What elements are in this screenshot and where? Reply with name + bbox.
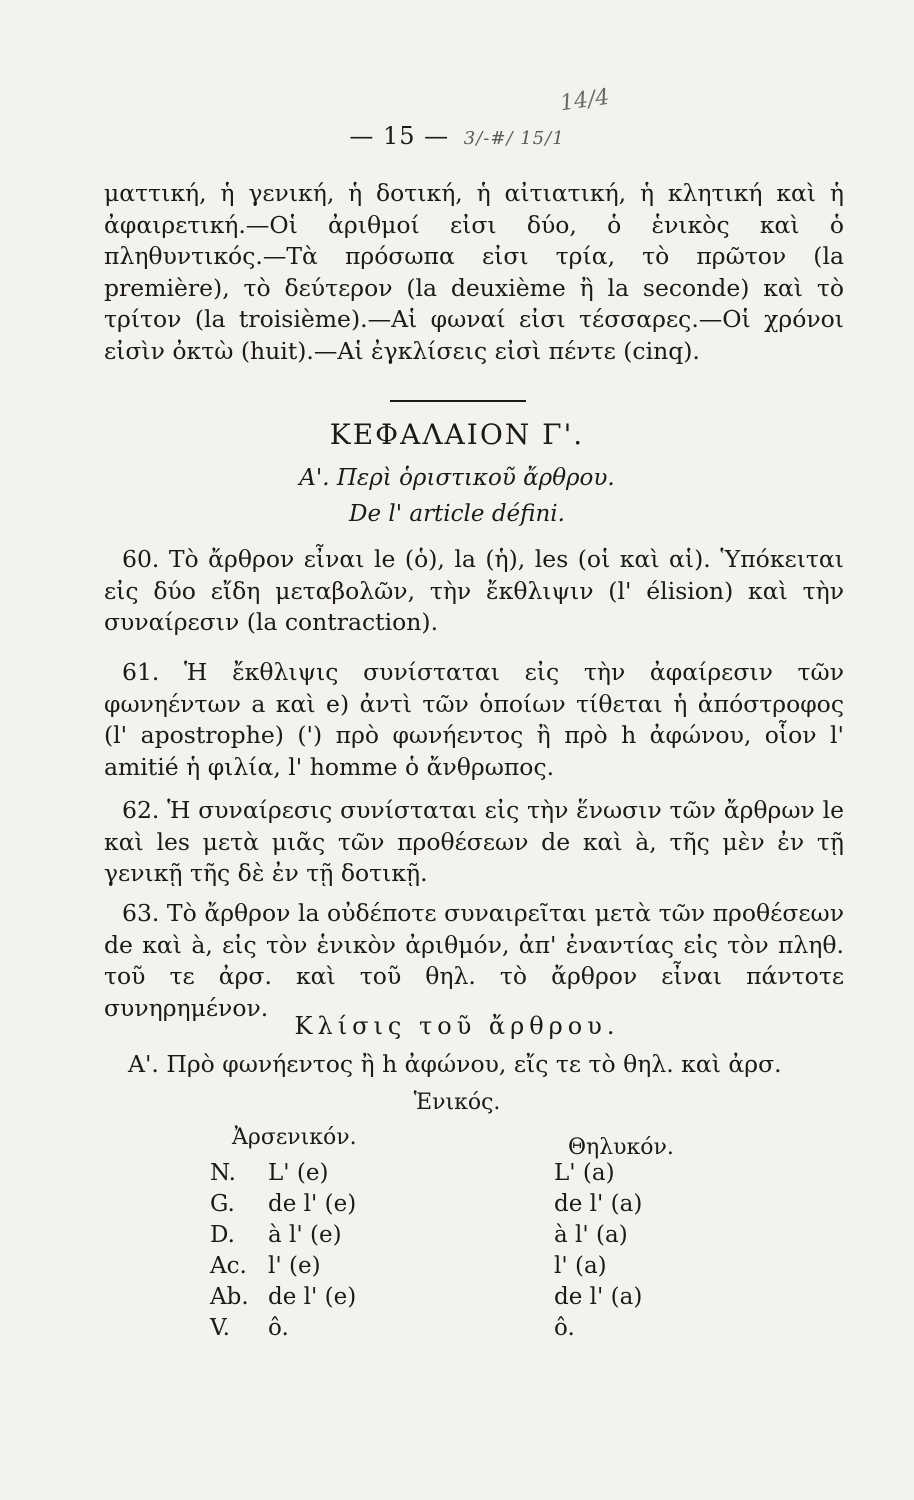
handwritten-note: 14/4 [558,84,611,117]
section-subtitle-french: De l' article défini. [349,501,565,527]
section-subtitle-greek: Α'. Περὶ ὁριστικοῦ ἄρθρου. [299,465,615,491]
handwritten-annotation: 3/-#/ 15/1 [463,128,565,149]
paragraph-61 [104,657,844,783]
feminine-header: Θηλυκόν. [568,1135,674,1160]
masculine-form: à l' (e) [268,1222,342,1248]
chapter-title: ΚΕΦΑΛΑΙΟΝ Γ'. [329,418,585,451]
table-row [210,1222,670,1253]
case-label: V. [210,1315,230,1341]
declension-title: Κλίσις τοῦ ἄρθρου. [294,1012,620,1040]
intro-text: ματτική, ἡ γενική, ἡ δοτική, ἡ αἰτιατική, ἡ κλητική καὶ ἡ ἀφαιρετική.—Οἱ ἀριθμοί εἰσι δύο, ὁ ἑνικὸς καὶ ὁ πληθυντικός.—Τὰ πρόσωπα εἰσι τρία, τὸ πρῶτον (la première), τὸ δεύτερον (la deuxième ἢ la seconde) καὶ τὸ τρίτον (la troisième).—Αἱ φωναί εἰσι τέσσαρες.—Οἱ χρόνοι εἰσὶν ὀκτὼ (huit).—Αἱ ἐγκλίσεις εἰσὶ πέντε (cinq). [104,179,844,365]
table-row [210,1191,670,1222]
feminine-form: à l' (a) [554,1222,628,1248]
table-row [210,1253,670,1284]
number-label: Ἑνικός. [413,1090,501,1115]
paragraph-63 [104,898,844,1024]
masculine-form: de l' (e) [268,1284,357,1310]
table-row [210,1284,670,1315]
masculine-form: de l' (e) [268,1191,357,1217]
page-number-line [0,122,914,150]
table-row [210,1315,670,1346]
masculine-form: l' (e) [268,1253,321,1279]
case-label: Ac. [210,1253,247,1279]
feminine-form: de l' (a) [554,1284,643,1310]
masculine-form: ô. [268,1315,289,1341]
case-label: G. [210,1191,235,1217]
page-number: — 15 — [349,122,450,150]
paragraph-61-text: 61. Ἡ ἔκθλιψις συνίσταται εἰς τὴν ἀφαίρεσιν τῶν φωνηέντων a καὶ e) ἀντὶ τῶν ὁποίων τίθεται ἡ ἀπόστροφος (l' apostrophe) (') πρὸ φωνήεντος ἢ πρὸ h ἀφώνου, οἷον l' amitié ἡ φιλία, l' homme ὁ ἄνθρωπος. [104,658,844,781]
declension-table [210,1160,670,1346]
case-label: Ab. [210,1284,249,1310]
section-divider [390,400,526,402]
paragraph-62 [104,795,844,890]
intro-paragraph [104,178,844,367]
paragraph-60-text: 60. Τὸ ἄρθρον εἶναι le (ὁ), la (ἡ), les (οἱ καὶ αἱ). Ὑπόκειται εἰς δύο εἴδη μεταβολῶν, τὴν ἔκθλιψιν (l' élision) καὶ τὴν συναίρεσιν (la contraction). [104,545,844,636]
declension-subtitle: Α'. Πρὸ φωνήεντος ἢ h ἀφώνου, εἴς τε τὸ θηλ. καὶ ἀρσ. [128,1050,782,1078]
paragraph-62-text: 62. Ἡ συναίρεσις συνίσταται εἰς τὴν ἕνωσιν τῶν ἄρθρων le καὶ les μετὰ μιᾶς τῶν προθέσεων de καὶ à, τῆς μὲν ἐν τῇ γενικῇ τῆς δὲ ἐν τῇ δοτικῇ. [104,796,844,887]
masculine-form: L' (e) [268,1160,329,1186]
paragraph-60 [104,544,844,639]
paragraph-63-text: 63. Τὸ ἄρθρον la οὐδέποτε συναιρεῖται μετὰ τῶν προθέσεων de καὶ à, εἰς τὸν ἑνικὸν ἀριθμόν, ἀπ' ἐναντίας εἰς τὸν πληθ. τοῦ τε ἀρσ. καὶ τοῦ θηλ. τὸ ἄρθρον εἶναι πάντοτε συνηρημένον. [104,899,844,1022]
feminine-form: L' (a) [554,1160,615,1186]
masculine-header: Ἀρσενικόν. [232,1125,357,1150]
table-row [210,1160,670,1191]
feminine-form: ô. [554,1315,575,1341]
case-label: N. [210,1160,236,1186]
feminine-form: l' (a) [554,1253,607,1279]
case-label: D. [210,1222,235,1248]
feminine-form: de l' (a) [554,1191,643,1217]
